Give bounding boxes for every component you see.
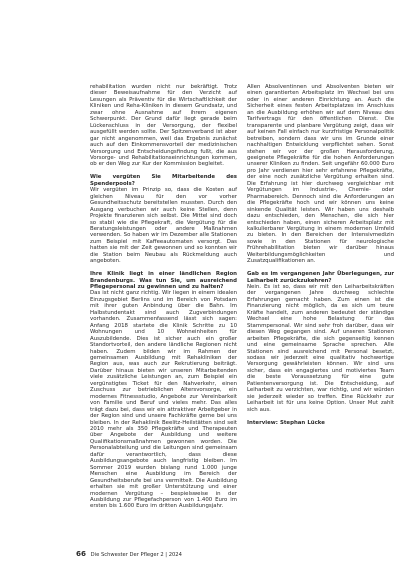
interview-question: Gab es im vergangenen Jahr Überlegungen, zur Leiharbeit zurückzukehren? (247, 271, 394, 284)
paragraph: Das ist nicht ganz richtig. Wir liegen in einem idealen Einzugsgebiet Berlins und im Bereich von Potsdam mit ihrer guten Anbindung über die Bahn. Im Halbstundentakt sind auch Zugverbindungen vorhanden. Zusammenfassend lässt sich sagen: Anfang 2018 startete die Klinik Schritte zu 10 Wohnungen und 10 Wohneinheiten für Auszubildende. Dies ist sicher auch ein großer Standortvorteil, den andere ländliche Regionen nicht haben. Zudem bilden wir im Rahmen der gemeinsamen Ausbildung mit Rehakliniken der Region aus, was auch zur Rekrutierung beiträgt. Darüber hinaus bieten wir unseren Mitarbeitenden viele zusätzliche Leistungen an, zum Beispiel ein vergünstigtes Ticket für den Nahverkehr, einen Zuschuss zur betrieblichen Altersvorsorge, ein modernes Fitnessstudio, Angebote zur Vereinbarkeit von Familie und Beruf und vieles mehr. Das alles trägt dazu bei, dass wir ein attraktiver Arbeitgeber in der Region sind und unsere Fachkräfte gerne bei uns bleiben. In der Rehaklinik Beelitz-Heilstätten sind seit 2010 mehr als 350 Pflegekräfte und Therapeuten über Angebote der Ausbildung und weitere Qualifikationsmaßnahmen gewonnen worden. Die Personalabteilung und die Leitungen sind gemeinsam dafür verantwortlich, dass diese Ausbildungsangebote auch langfristig bleiben. Im Sommer 2019 wurden bislang rund 1.000 junge Menschen eine Ausbildung im Bereich der Gesundheitsberufe bei uns vermittelt. Die Ausbildung erhalten sie mit großer Unterstützung und einer modernen Vergütung – bespielsweise in der Ausbildung zur Pflegefachperson von 1.400 Euro im ersten bis 1.600 Euro im dritten Ausbildungsjahr. (90, 290, 237, 510)
left-column (90, 84, 237, 510)
paragraph: rehabilitation wurden nicht nur bekräftigt. Trotz dieser Beweisaufnahme für den Verzicht auf Lesungen als Präventiv für die Wirtschaftlichkeit der Kliniken und Reha-Kliniken in diesem Grundsatz, und zwar ohne Ausnahme auf ihrem eigenen Schwerpunkt. Der Grund dafür liegt gerade beim Lückenschluss in der Versorgung, der flexibel ausgefüllt werden sollte. Der Spitzenverband ist aber gar nicht angenommen, weil das Ergebnis zunächst auch auf den Einkommensvorteil der medizinischen Versorgung und Entscheidungsfindung fußt, die aus Vorsorge- und Rehabilitationseinrichtungen kommen, ob er den Weg zur Kur der Kommission begleitet. (90, 84, 237, 168)
paragraph: Wir vergüten im Prinzip so, dass die Kosten auf gleichen Niveau für den vor vorher Gesundheitsschutz bereitstellen mussten. Durch den Ausgang verbuchen wir auch keine Stellen, denn Projekte finanzieren sich selbst. Die Mittel sind doch so stabil wie die Pflegekraft, die Vergütung für die Beratungsleistungen oder andere Maßnahmen verwenden. So haben wir im Dezember alle Stationen zum Beispiel mit Kaffeeautomaten versorgt. Das hatten sie mit der Zeit gewonnen und so konnten wir die Station beim Neubau als Rückmeldung auch angeboten. (90, 187, 237, 265)
interviewer-credit: Interview: Stephan Lücke (247, 419, 325, 426)
publication-name: Die Schwester Der Pfleger 2 | 2024 (90, 552, 182, 558)
page-number: 66 (76, 549, 87, 558)
page-footer (76, 549, 182, 558)
interview-question: Ihre Klinik liegt in einer ländlichen Region Brandenburgs. Was tun Sie, um ausreichend Pflegepersonal zu gewinnen und zu halten? (90, 271, 237, 291)
right-column (247, 84, 394, 426)
paragraph: Allen Absolventinnen und Absolventen bieten wir einen garantierten Arbeitsplatz im Wechsel bei uns oder in einer anderen Einrichtung an. Auch die Sicherheit eines festen Arbeitsplatzes im Anschluss an die Ausbildung erhöhen wir auf dem Niveau des Tarifvertrags für den öffentlichen Dienst. Die transparente und planbare Vergütung zeigt, dass wir auf keinen Fall einfach nur kurzfristige Personalpolitik betreiben, sondern dass wir uns im Grunde einer nachhaltigen Entwicklung verpflichtet sehen. Sonst stehen wir vor der großen Herausforderung, geeignete Pflegekräfte für die hohen Anforderungen unserer Kliniken zu finden. Seit ungefähr 60.000 Euro pro Jahr verdienen hier sehr erfahrene Pflegekräfte, der eine noch zusätzliche Vergütung erhalten sind. Die Erfahrung ist hier durchweg vergleichbar mit Vergütungen im Industrie-, Chemie- oder Pharmabereich. Dennoch sind die Anforderungen an die Pflegekräfte hoch und wir können uns keine sinkende Qualität leisten. Wir haben uns deshalb dazu entschieden, den Menschen, die sich hier entschieden haben, einen sicheren Arbeitsplatz mit kalkulierbarer Vergütung in einem modernen Umfeld zu bieten. In den Bereichen der Intensivmedizin sowie in den Stationen für neurologische Frührehabilitation bieten wir darüber hinaus Weiterbildungsmöglichkeiten und Zusatzqualifikationen an. (247, 84, 394, 265)
interview-question: Wie vergüten Sie Mitarbeitende des Spenderpools? (90, 174, 237, 187)
paragraph: Nein. Es ist so, dass wir mit den Leiharbeitskräften der vergangenen Jahre durchweg schlechte Erfahrungen gemacht haben. Zum einen ist die Finanzierung nicht möglich, da es sich um teure Kräfte handelt, zum anderen bedeutet der ständige Wechsel eine hohe Belastung für das Stammpersonal. Wir sind sehr froh darüber, dass wir diesen Weg gegangen sind. Auf unseren Stationen arbeiten Pflegekräfte, die sich gegenseitig kennen und eine gemeinsame Sprache sprechen. Alle Stationen sind ausreichend mit Personal besetzt, sodass wir jederzeit eine qualitativ hochwertige Versorgung gewährleisten können. Wir sind uns sicher, dass ein engagiertes und motiviertes Team die beste Voraussetzung für eine gute Patientenversorgung ist. Die Entscheidung, auf Leiharbeit zu verzichten, war richtig, und wir würden sie jederzeit wieder so treffen. Eine Rückkehr zur Leiharbeit ist für uns keine Option. Unser Mut zahlt sich aus. (247, 284, 394, 413)
